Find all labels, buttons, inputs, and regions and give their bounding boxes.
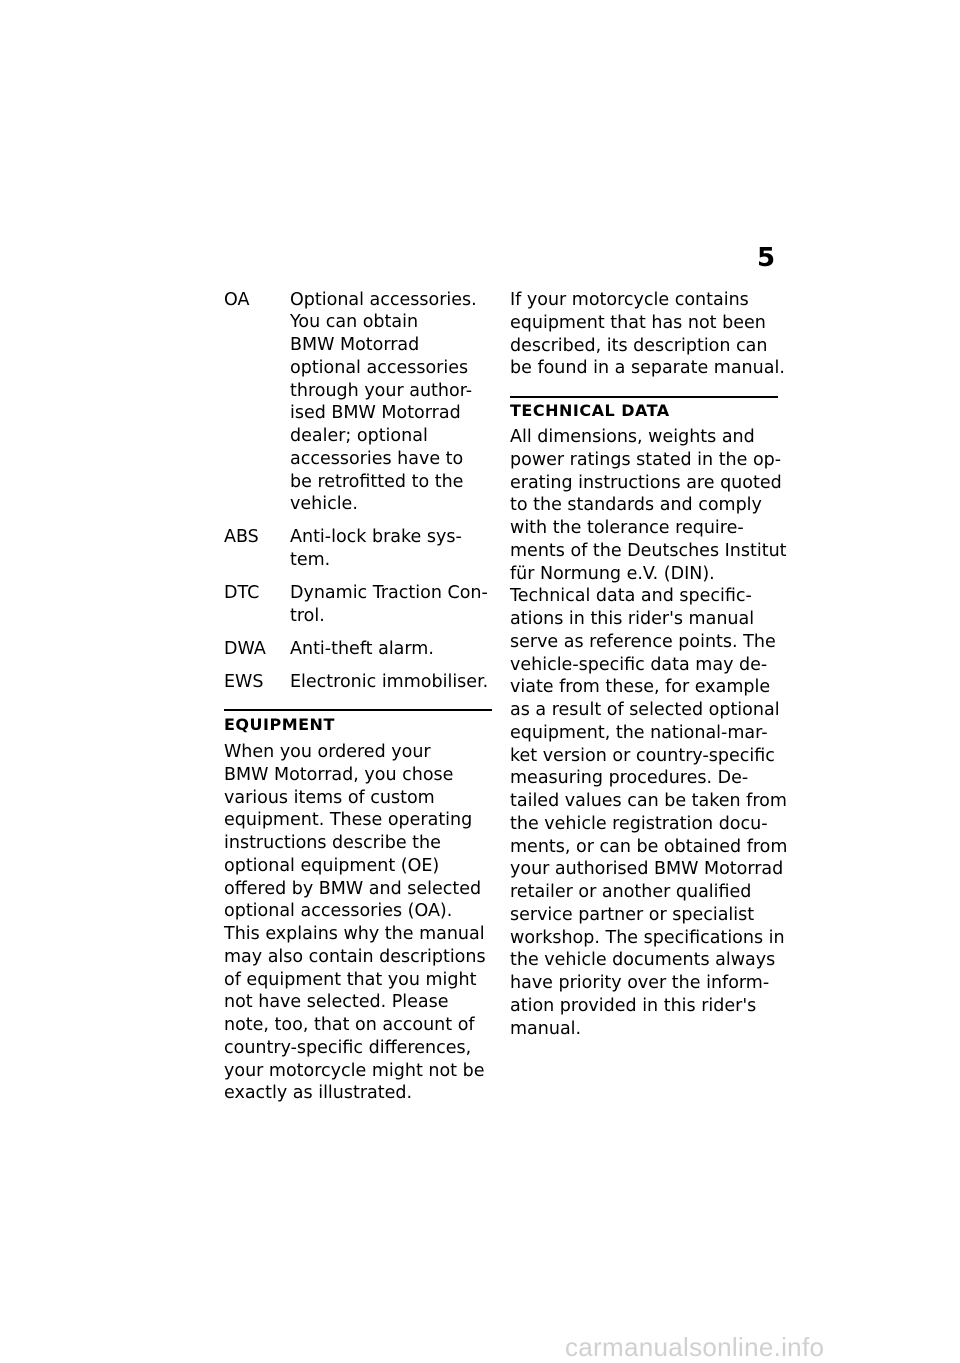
text-line: equipment that has not been (510, 312, 766, 333)
abbreviation-term: OA (224, 290, 250, 310)
text-line: described, its description can (510, 335, 768, 356)
text-line: ations in this rider's manual (510, 609, 755, 629)
definition-line: dealer; optional (290, 426, 428, 446)
text-line: ation provided in this rider's (510, 995, 757, 1016)
definition-line: through your author- (290, 381, 473, 401)
text-line: the vehicle registration docu- (510, 813, 768, 834)
text-line: power ratings stated in the op- (510, 449, 782, 470)
text-line: retailer or another qualified (510, 882, 752, 902)
abbreviation-term: EWS (224, 672, 264, 692)
text-line: This explains why the manual (224, 924, 485, 944)
text-line: exactly as illustrated. (224, 1083, 413, 1104)
text-line: Technical data and specific- (510, 586, 752, 607)
text-line: optional equipment (OE) (224, 855, 440, 876)
definition-line: Dynamic Traction Con- (290, 583, 488, 603)
text-line: optional accessories (OA). (224, 901, 453, 922)
text-line: have priority over the inform- (510, 973, 770, 993)
abbreviation-term: DWA (224, 639, 266, 659)
text-line: your authorised BMW Motorrad (510, 859, 784, 880)
definition-line: optional accessories (290, 358, 469, 378)
technical-data-heading: TECHNICAL DATA (510, 401, 670, 420)
text-line: ments, or can be obtained from (510, 836, 788, 857)
text-line: as a result of selected optional (510, 700, 780, 720)
text-line: ket version or country-specific (510, 745, 775, 766)
text-line: may also contain descriptions (224, 946, 486, 967)
text-line: instructions describe the (224, 833, 441, 853)
definition-line: tem. (290, 550, 331, 570)
text-line: measuring procedures. De- (510, 768, 749, 789)
abbreviation-term: ABS (224, 527, 259, 547)
text-line: viate from these, for example (510, 677, 771, 698)
section-rule (510, 396, 778, 398)
text-line: equipment, the national-mar- (510, 722, 768, 743)
text-line: your motorcycle might not be (224, 1060, 485, 1081)
definition-line: trol. (290, 606, 325, 626)
text-line: vehicle-specific data may de- (510, 654, 768, 675)
text-line: equipment. These operating (224, 810, 473, 831)
text-line: All dimensions, weights and (510, 427, 755, 447)
text-line: not have selected. Please (224, 992, 449, 1013)
page-number: 5 (757, 243, 776, 273)
text-line: BMW Motorrad, you chose (224, 764, 454, 785)
watermark: carmanualsonline.info (565, 1332, 825, 1362)
text-line: When you ordered your (224, 742, 431, 762)
text-line: of equipment that you might (224, 969, 477, 990)
text-line: tailed values can be taken from (510, 791, 787, 811)
definition-line: You can obtain (290, 312, 419, 332)
text-line: country-specific differences, (224, 1037, 472, 1058)
definition-line: Anti-lock brake sys- (290, 527, 462, 547)
text-line: manual. (510, 1018, 582, 1039)
text-line: serve as reference points. The (510, 631, 776, 652)
text-line: the vehicle documents always (510, 950, 776, 971)
text-line: für Normung e.V. (DIN). (510, 563, 715, 584)
abbreviation-term: DTC (224, 583, 260, 603)
definition-line: ised BMW Motorrad (290, 403, 461, 423)
text-line: various items of custom (224, 787, 435, 808)
definition-line: Anti-theft alarm. (290, 639, 434, 659)
text-line: with the tolerance require- (510, 518, 744, 538)
text-line: erating instructions are quoted (510, 472, 782, 493)
definition-line: accessories have to (290, 449, 464, 469)
text-line: If your motorcycle contains (510, 290, 749, 310)
equipment-heading: EQUIPMENT (224, 715, 335, 734)
text-line: offered by BMW and selected (224, 878, 482, 899)
definition-line: Electronic immobiliser. (290, 672, 489, 692)
text-line: be found in a separate manual. (510, 358, 785, 379)
text-line: service partner or specialist (510, 904, 755, 925)
text-line: workshop. The specifications in (510, 927, 785, 948)
text-line: to the standards and comply (510, 495, 762, 516)
text-line: ments of the Deutsches Institut (510, 540, 787, 561)
definition-line: Optional accessories. (290, 290, 477, 310)
definition-line: BMW Motorrad (290, 335, 420, 355)
definition-line: be retrofitted to the (290, 472, 464, 492)
text-line: note, too, that on account of (224, 1015, 475, 1035)
section-rule (224, 709, 492, 711)
definition-line: vehicle. (290, 494, 358, 514)
